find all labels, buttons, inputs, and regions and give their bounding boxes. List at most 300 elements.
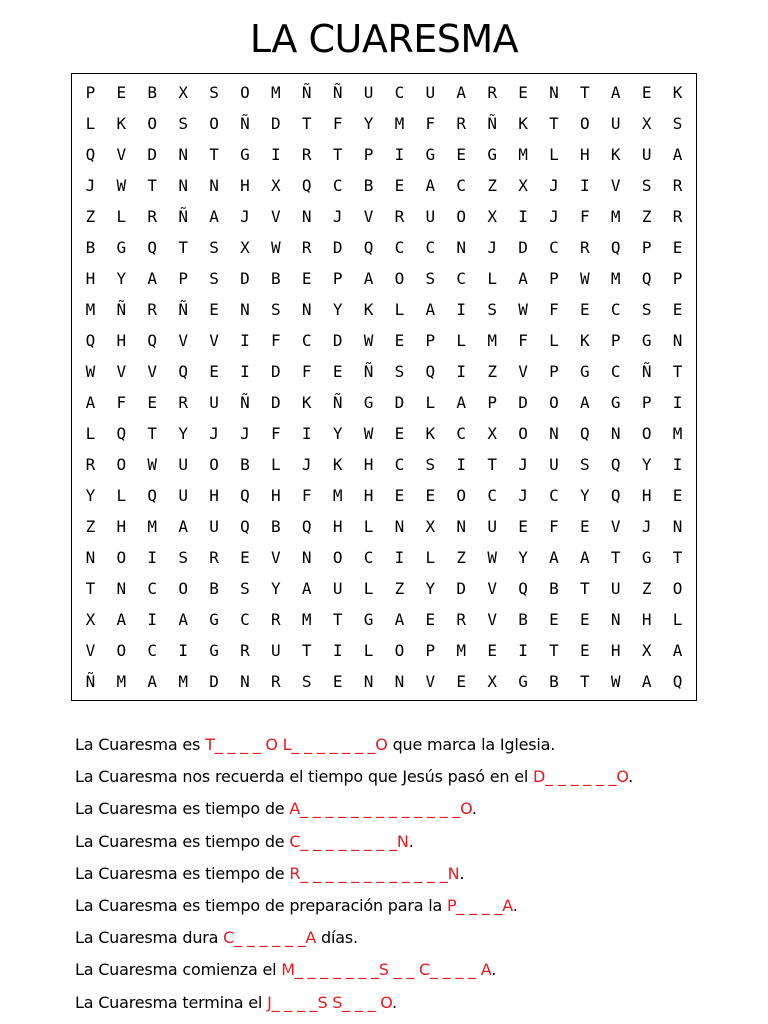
grid-cell: T <box>580 83 590 102</box>
grid-cell: W <box>580 269 590 288</box>
grid-cell: A <box>549 548 559 567</box>
grid-cell: K <box>518 114 528 133</box>
grid-cell: E <box>549 610 559 629</box>
grid-cell: N <box>672 517 683 536</box>
grid-cell: M <box>610 269 621 288</box>
grid-cell: G <box>641 548 652 567</box>
grid-cell: S <box>178 548 188 567</box>
grid-cell: C <box>487 486 497 505</box>
grid-cell: N <box>549 424 559 443</box>
grid-cell: P <box>672 269 683 288</box>
grid-cell: D <box>518 393 528 412</box>
grid-cell: U <box>610 114 621 133</box>
grid-cell: W <box>487 548 497 567</box>
grid-cell: M <box>610 207 621 226</box>
grid-cell: B <box>271 269 281 288</box>
grid-cell: O <box>116 641 127 660</box>
grid-cell: G <box>209 641 219 660</box>
grid-cell: T <box>178 238 188 257</box>
grid-cell: E <box>580 517 590 536</box>
clue-answer-blank: R_ _ _ _ _ _ _ _ _ _ _ _N <box>289 863 460 883</box>
grid-cell: R <box>147 300 158 319</box>
grid-cell: C <box>425 238 436 257</box>
grid-cell: E <box>116 83 127 102</box>
grid-cell: S <box>209 269 219 288</box>
grid-cell: P <box>549 362 559 381</box>
grid-cell: E <box>672 238 683 257</box>
grid-cell: F <box>518 331 528 350</box>
grid-cell: Z <box>487 362 497 381</box>
grid-cell: M <box>85 300 96 319</box>
grid-cell: X <box>487 672 497 691</box>
grid-cell: E <box>580 300 590 319</box>
clue-text: que marca la Iglesia. <box>387 735 556 754</box>
grid-cell: B <box>271 517 281 536</box>
grid-cell: N <box>610 424 621 443</box>
grid-cell: B <box>518 610 528 629</box>
clue-text: días. <box>316 928 358 948</box>
grid-cell: I <box>672 455 683 474</box>
grid-cell: D <box>147 145 158 164</box>
grid-cell: R <box>487 83 497 102</box>
grid-cell: G <box>209 610 219 629</box>
grid-cell: S <box>178 114 188 133</box>
grid-cell: M <box>394 114 405 133</box>
grid-cell: Z <box>394 579 405 598</box>
grid-cell: Q <box>610 455 621 474</box>
grid-cell: Y <box>518 548 528 567</box>
grid-cell: A <box>363 269 374 288</box>
grid-cell: P <box>487 393 497 412</box>
grid-cell: Z <box>641 579 652 598</box>
grid-cell: D <box>456 579 467 598</box>
grid-cell: X <box>240 238 250 257</box>
grid-cell: N <box>610 610 621 629</box>
grid-cell: Ñ <box>85 672 96 691</box>
grid-cell: M <box>116 672 127 691</box>
grid-cell: R <box>456 114 467 133</box>
grid-cell: A <box>518 269 528 288</box>
grid-cell: H <box>85 269 96 288</box>
grid-cell: L <box>425 548 436 567</box>
clue-text: . <box>628 767 634 787</box>
grid-cell: H <box>580 145 590 164</box>
grid-cell: N <box>209 176 219 195</box>
grid-cell: J <box>240 207 250 226</box>
grid-cell: O <box>456 486 467 505</box>
grid-cell: D <box>240 269 250 288</box>
grid-cell: G <box>240 145 250 164</box>
grid-cell: O <box>456 207 467 226</box>
grid-cell: G <box>116 238 127 257</box>
grid-cell: E <box>240 548 250 567</box>
grid-cell: U <box>332 579 343 598</box>
grid-cell: V <box>271 207 281 226</box>
grid-cell: N <box>394 517 405 536</box>
grid-cell: C <box>147 579 158 598</box>
grid-cell: X <box>425 517 436 536</box>
grid-cell: A <box>147 672 158 691</box>
clue-line <box>75 858 765 890</box>
grid-cell: X <box>487 424 497 443</box>
grid-cell: Y <box>580 486 590 505</box>
grid-cell: A <box>85 393 96 412</box>
grid-cell: V <box>363 207 374 226</box>
grid-cell: F <box>580 207 590 226</box>
grid-cell: V <box>85 641 96 660</box>
grid-cell: K <box>116 114 127 133</box>
clue-line <box>75 987 765 1019</box>
grid-cell: H <box>116 517 127 536</box>
grid-cell: R <box>271 672 281 691</box>
clue-answer-blank: P_ _ _ _A <box>446 895 513 915</box>
grid-cell: J <box>641 517 652 536</box>
grid-cell: M <box>147 517 158 536</box>
grid-cell: G <box>487 145 497 164</box>
grid-cell: R <box>394 207 405 226</box>
grid-cell: R <box>580 238 590 257</box>
grid-cell: F <box>549 300 559 319</box>
grid-cell: D <box>271 362 281 381</box>
grid-cell: E <box>301 269 312 288</box>
grid-cell: E <box>672 486 683 505</box>
grid-cell: L <box>271 455 281 474</box>
grid-cell: K <box>363 300 374 319</box>
grid-cell: G <box>518 672 528 691</box>
grid-cell: B <box>363 176 374 195</box>
grid-cell: I <box>147 548 158 567</box>
grid-cell: L <box>549 331 559 350</box>
grid-cell: U <box>178 455 188 474</box>
grid-cell: T <box>332 145 343 164</box>
grid-cell: S <box>240 579 250 598</box>
clue-text: La Cuaresma es tiempo de <box>75 799 290 819</box>
grid-cell: X <box>178 83 188 102</box>
grid-cell: V <box>425 672 436 691</box>
grid-cell: G <box>610 393 621 412</box>
grid-cell: P <box>641 393 652 412</box>
grid-cell: V <box>487 579 497 598</box>
grid-cell: S <box>580 455 590 474</box>
grid-cell: Ñ <box>487 114 497 133</box>
clue-answer-blank: J_ _ _ _S S_ _ _ O <box>267 992 393 1012</box>
grid-cell: G <box>641 331 652 350</box>
grid-cell: A <box>456 393 467 412</box>
grid-cell: L <box>363 641 374 660</box>
grid-cell: S <box>209 83 219 102</box>
grid-cell: I <box>271 145 281 164</box>
grid-cell: Q <box>85 145 96 164</box>
grid-cell: K <box>332 455 343 474</box>
grid-cell: V <box>610 176 621 195</box>
grid-cell: T <box>580 672 590 691</box>
grid-cell: D <box>271 114 281 133</box>
grid-cell: Y <box>332 424 343 443</box>
grid-cell: V <box>178 331 188 350</box>
clue-line <box>75 826 765 858</box>
grid-cell: I <box>456 455 467 474</box>
grid-cell: O <box>240 83 250 102</box>
grid-cell: Q <box>672 672 683 691</box>
grid-cell: A <box>394 610 405 629</box>
clue-answer-blank: A_ _ _ _ _ _ _ _ _ _ _ _ _O <box>289 799 472 819</box>
grid-cell: Ñ <box>116 300 127 319</box>
grid-cell: M <box>487 331 497 350</box>
clue-line <box>75 729 765 761</box>
grid-cell: Z <box>85 517 96 536</box>
grid-cell: K <box>425 424 436 443</box>
grid-cell: J <box>549 176 559 195</box>
grid-cell: T <box>147 424 158 443</box>
grid-cell: V <box>487 610 497 629</box>
grid-cell: L <box>672 610 683 629</box>
grid-cell: E <box>394 176 405 195</box>
grid-cell: Q <box>580 424 590 443</box>
clue-text: La Cuaresma termina el <box>75 992 268 1012</box>
grid-cell: H <box>209 486 219 505</box>
clue-text: La Cuaresma comienza el <box>75 960 282 980</box>
grid-cell: G <box>580 362 590 381</box>
grid-cell: Q <box>178 362 188 381</box>
grid-cell: I <box>580 176 590 195</box>
grid-cell: J <box>240 424 250 443</box>
grid-cell: X <box>518 176 528 195</box>
grid-cell: W <box>363 331 374 350</box>
grid-cell: Z <box>456 548 467 567</box>
letter-grid <box>75 77 693 697</box>
grid-cell: U <box>209 393 219 412</box>
grid-cell: L <box>116 207 127 226</box>
grid-cell: S <box>487 300 497 319</box>
grid-cell: U <box>363 83 374 102</box>
grid-cell: N <box>240 300 250 319</box>
grid-cell: I <box>240 362 250 381</box>
grid-cell: O <box>549 393 559 412</box>
grid-cell: E <box>518 517 528 536</box>
grid-cell: C <box>456 176 467 195</box>
grid-cell: L <box>425 393 436 412</box>
grid-cell: C <box>549 238 559 257</box>
grid-cell: H <box>363 486 374 505</box>
grid-cell: Y <box>363 114 374 133</box>
grid-cell: F <box>549 517 559 536</box>
grid-cell: C <box>147 641 158 660</box>
grid-cell: I <box>518 207 528 226</box>
grid-cell: O <box>178 579 188 598</box>
grid-cell: T <box>672 548 683 567</box>
clue-text: La Cuaresma es tiempo de <box>75 831 290 851</box>
grid-cell: Y <box>641 455 652 474</box>
grid-cell: I <box>394 548 405 567</box>
grid-cell: N <box>456 517 467 536</box>
grid-cell: I <box>147 610 158 629</box>
grid-cell: Ñ <box>240 393 250 412</box>
grid-cell: O <box>116 548 127 567</box>
grid-cell: I <box>301 424 312 443</box>
word-search-grid <box>71 73 697 701</box>
grid-cell: E <box>394 486 405 505</box>
clue-line <box>75 954 765 986</box>
grid-cell: M <box>271 83 281 102</box>
grid-cell: Q <box>425 362 436 381</box>
grid-cell: E <box>209 362 219 381</box>
grid-cell: Q <box>363 238 374 257</box>
grid-cell: Q <box>610 238 621 257</box>
grid-cell: N <box>456 238 467 257</box>
grid-cell: P <box>363 145 374 164</box>
page-title: LA CUARESMA <box>249 17 519 61</box>
grid-cell: L <box>394 300 405 319</box>
grid-cell: A <box>672 145 683 164</box>
clue-answer-blank: D_ _ _ _ _ _O <box>533 767 629 787</box>
grid-cell: T <box>332 610 343 629</box>
grid-cell: C <box>610 300 621 319</box>
grid-cell: A <box>116 610 127 629</box>
grid-cell: L <box>363 579 374 598</box>
grid-cell: T <box>487 455 497 474</box>
grid-cell: F <box>425 114 436 133</box>
grid-cell: Z <box>85 207 96 226</box>
grid-cell: A <box>425 176 436 195</box>
grid-cell: H <box>271 486 281 505</box>
grid-cell: S <box>271 300 281 319</box>
clue-text: . <box>392 992 397 1012</box>
grid-cell: E <box>425 610 436 629</box>
grid-cell: O <box>394 269 405 288</box>
clue-line <box>75 761 765 793</box>
grid-cell: J <box>332 207 343 226</box>
grid-cell: L <box>549 145 559 164</box>
grid-cell: H <box>610 641 621 660</box>
grid-cell: M <box>456 641 467 660</box>
grid-cell: S <box>301 672 312 691</box>
grid-cell: B <box>85 238 96 257</box>
grid-cell: M <box>178 672 188 691</box>
grid-cell: V <box>116 145 127 164</box>
grid-cell: E <box>209 300 219 319</box>
grid-cell: R <box>271 610 281 629</box>
grid-cell: F <box>332 114 343 133</box>
grid-cell: Y <box>425 579 436 598</box>
grid-cell: N <box>116 579 127 598</box>
grid-cell: H <box>240 176 250 195</box>
grid-cell: Z <box>641 207 652 226</box>
grid-cell: Ñ <box>178 300 188 319</box>
grid-cell: O <box>518 424 528 443</box>
grid-cell: U <box>610 579 621 598</box>
grid-cell: W <box>147 455 158 474</box>
grid-cell: W <box>518 300 528 319</box>
grid-cell: I <box>178 641 188 660</box>
grid-cell: H <box>641 486 652 505</box>
grid-cell: E <box>672 300 683 319</box>
grid-cell: E <box>456 145 467 164</box>
clue-text: La Cuaresma nos recuerda el tiempo que Jesús pasó en el <box>75 767 534 787</box>
grid-cell: R <box>301 145 312 164</box>
grid-cell: P <box>549 269 559 288</box>
grid-cell: P <box>610 331 621 350</box>
grid-cell: U <box>425 83 436 102</box>
grid-cell: K <box>672 83 683 102</box>
grid-cell: O <box>580 114 590 133</box>
clue-text: . <box>471 799 477 819</box>
grid-cell: K <box>580 331 590 350</box>
grid-cell: E <box>332 362 343 381</box>
grid-cell: H <box>332 517 343 536</box>
grid-cell: N <box>178 176 188 195</box>
grid-cell: T <box>209 145 219 164</box>
grid-cell: U <box>641 145 652 164</box>
clue-text: . <box>512 895 518 915</box>
grid-cell: X <box>271 176 281 195</box>
grid-cell: R <box>672 176 683 195</box>
grid-cell: X <box>641 641 652 660</box>
grid-cell: N <box>178 145 188 164</box>
grid-cell: Y <box>178 424 188 443</box>
grid-cell: K <box>610 145 621 164</box>
grid-cell: O <box>332 548 343 567</box>
grid-cell: M <box>332 486 343 505</box>
grid-cell: Q <box>147 238 158 257</box>
grid-cell: C <box>301 331 312 350</box>
clue-text: . <box>408 831 414 851</box>
grid-cell: V <box>209 331 219 350</box>
clue-line <box>75 922 765 954</box>
grid-cell: Q <box>85 331 96 350</box>
clue-answer-blank: C_ _ _ _ _ _A <box>223 928 317 948</box>
grid-cell: C <box>549 486 559 505</box>
clue-text: La Cuaresma es <box>75 735 206 754</box>
grid-cell: R <box>147 207 158 226</box>
grid-cell: B <box>240 455 250 474</box>
grid-cell: G <box>363 610 374 629</box>
clue-answer-blank: C_ _ _ _ _ _ _ _N <box>289 831 409 851</box>
grid-cell: X <box>641 114 652 133</box>
grid-cell: A <box>425 300 436 319</box>
clue-answer-blank: T_ _ _ _ O L_ _ _ _ _ _ _O <box>205 735 388 754</box>
grid-cell: A <box>610 83 621 102</box>
clue-text: La Cuaresma es tiempo de <box>75 863 290 883</box>
grid-cell: C <box>394 83 405 102</box>
grid-cell: A <box>209 207 219 226</box>
grid-cell: Q <box>518 579 528 598</box>
grid-cell: N <box>85 548 96 567</box>
grid-cell: E <box>580 641 590 660</box>
grid-cell: M <box>672 424 683 443</box>
grid-cell: E <box>487 641 497 660</box>
grid-cell: Q <box>240 517 250 536</box>
grid-cell: T <box>610 548 621 567</box>
grid-cell: H <box>116 331 127 350</box>
grid-cell: L <box>487 269 497 288</box>
grid-cell: C <box>240 610 250 629</box>
grid-cell: C <box>332 176 343 195</box>
grid-cell: M <box>518 145 528 164</box>
grid-cell: X <box>487 207 497 226</box>
grid-cell: A <box>456 83 467 102</box>
grid-cell: N <box>394 672 405 691</box>
grid-cell: Q <box>147 486 158 505</box>
grid-cell: D <box>332 238 343 257</box>
grid-cell: E <box>332 672 343 691</box>
grid-cell: C <box>456 269 467 288</box>
grid-cell: N <box>240 672 250 691</box>
clue-text: . <box>459 863 465 883</box>
grid-cell: U <box>178 486 188 505</box>
grid-cell: W <box>610 672 621 691</box>
grid-cell: J <box>518 486 528 505</box>
grid-cell: V <box>147 362 158 381</box>
